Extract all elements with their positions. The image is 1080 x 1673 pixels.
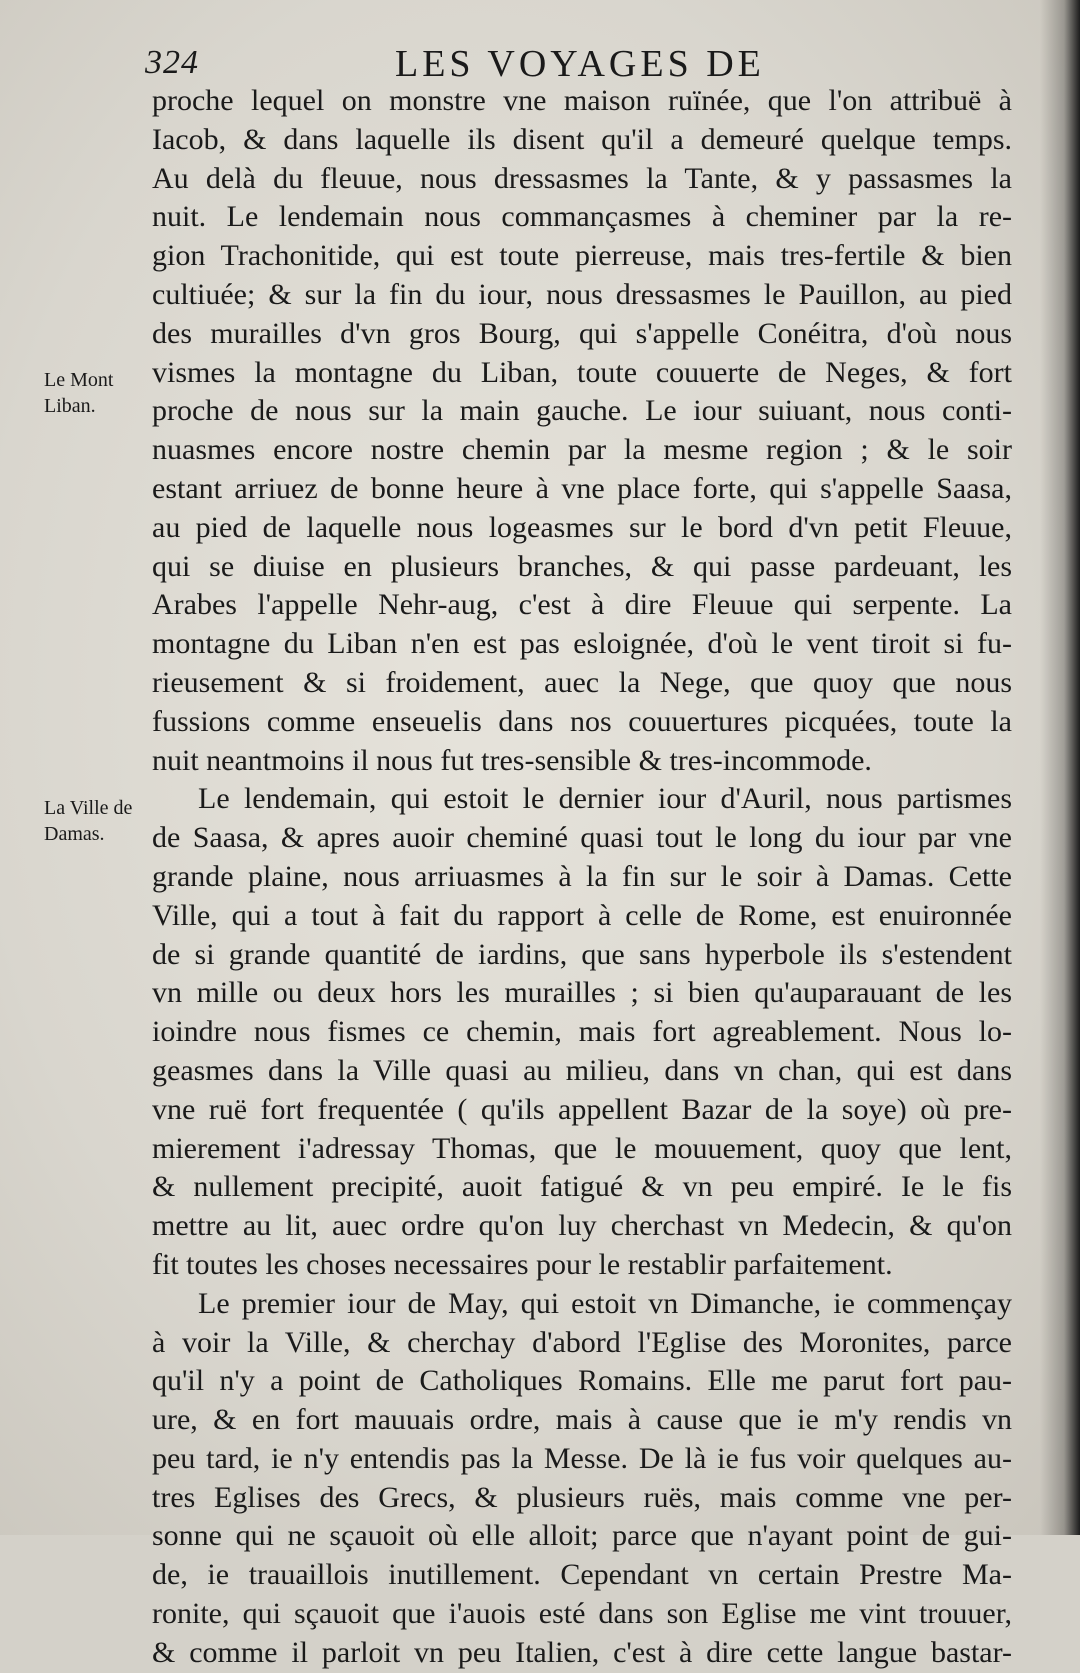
text-line: cultiuée; & sur la fin du iour, nous dressasmes le Pauillon, au pied bbox=[152, 277, 1012, 311]
text-line: proche lequel on monstre vne maison ruïnée, que l'on attribuë à bbox=[152, 84, 1012, 117]
text-line: nuit neantmoins il nous fut tres-sensible & tres-incommode. bbox=[152, 743, 872, 777]
text-line: peu tard, ie n'y entendis pas la Messe. De là ie fus voir quelques au- bbox=[152, 1441, 1012, 1475]
text-line: qui se diuise en plusieurs branches, & qui passe pardeuant, les bbox=[152, 549, 1012, 583]
text-line: montagne du Liban n'en est pas esloignée, d'où le vent tiroit si fu- bbox=[152, 627, 1012, 661]
text-line: geasmes dans la Ville quasi au milieu, dans vn chan, qui est dans bbox=[152, 1053, 1012, 1087]
text-line: au pied de laquelle nous logeasmes sur le bord d'vn petit Fleuue, bbox=[152, 510, 1012, 544]
text-line: ure, & en fort mauuais ordre, mais à cause que ie m'y rendis vn bbox=[152, 1403, 1012, 1437]
text-line: sonne qui ne sçauoit où elle alloit; parce que n'ayant point de gui- bbox=[152, 1519, 1012, 1553]
text-line: Le premier iour de May, qui estoit vn Dimanche, ie commençay bbox=[198, 1286, 1012, 1320]
text-line: fussions comme enseuelis dans nos couuertures picquées, toute la bbox=[152, 704, 1012, 738]
text-line: vn mille ou deux hors les murailles ; si bien qu'auparauant de les bbox=[152, 976, 1012, 1010]
page-number: 324 bbox=[145, 44, 199, 81]
text-line: nuasmes encore nostre chemin par la mesme region ; & le soir bbox=[152, 433, 1012, 467]
text-line: nuit. Le lendemain nous commançasmes à cheminer par la re- bbox=[152, 200, 1012, 234]
text-line: Au delà du fleuue, nous dressasmes la Tante, & y passasmes la bbox=[152, 161, 1012, 195]
text-line: de si grande quantité de iardins, que sans hyperbole ils s'estendent bbox=[152, 937, 1012, 971]
text-line: estant arriuez de bonne heure à vne place forte, qui s'appelle Saasa, bbox=[152, 471, 1012, 505]
page-gutter-shadow bbox=[1040, 0, 1080, 1535]
running-title: LES VOYAGES DE bbox=[395, 43, 765, 85]
text-line: grande plaine, nous arriuasmes à la fin sur le soir à Damas. Cette bbox=[152, 859, 1012, 893]
text-line: ioindre nous fismes ce chemin, mais fort agreablement. Nous lo- bbox=[152, 1015, 1012, 1049]
text-line: mettre au lit, auec ordre qu'on luy cherchast vn Medecin, & qu'on bbox=[152, 1209, 1012, 1243]
text-line: Iacob, & dans laquelle ils disent qu'il a demeuré quelque temps. bbox=[152, 122, 1012, 156]
body-text bbox=[152, 82, 1012, 1673]
text-line: ronite, qui sçauoit que i'auois esté dans son Eglise me vint trouuer, bbox=[152, 1597, 1012, 1631]
text-line: Arabes l'appelle Nehr-aug, c'est à dire Fleuue qui serpente. La bbox=[152, 588, 1012, 622]
margin-note: La Ville de Damas. bbox=[44, 797, 133, 845]
text-line: vismes la montagne du Liban, toute couuerte de Neges, & fort bbox=[152, 355, 1012, 389]
text-line: tres Eglises des Grecs, & plusieurs ruës, mais comme vne per- bbox=[152, 1480, 1012, 1514]
text-line: de Saasa, & apres auoir cheminé quasi tout le long du iour par vne bbox=[152, 821, 1012, 855]
text-line: Ville, qui a tout à fait du rapport à celle de Rome, est enuironnée bbox=[152, 898, 1012, 932]
text-line: vne ruë fort frequentée ( qu'ils appellent Bazar de la soye) où pre- bbox=[152, 1092, 1012, 1126]
text-line: Le lendemain, qui estoit le dernier iour d'Auril, nous partismes bbox=[198, 782, 1012, 816]
text-line: proche de nous sur la main gauche. Le iour suiuant, nous conti- bbox=[152, 394, 1012, 428]
text-line: mierement i'adressay Thomas, que le mouuement, quoy que lent, bbox=[152, 1131, 1012, 1165]
text-line: & comme il parloit vn peu Italien, c'est à dire cette langue bastar- bbox=[152, 1635, 1012, 1669]
margin-note: Le Mont Liban. bbox=[44, 369, 114, 417]
text-line: à voir la Ville, & cherchay d'abord l'Eglise des Moronites, parce bbox=[152, 1325, 1012, 1359]
text-line: gion Trachonitide, qui est toute pierreuse, mais tres-fertile & bien bbox=[152, 239, 1012, 273]
text-line: des murailles d'vn gros Bourg, qui s'appelle Conéitra, d'où nous bbox=[152, 316, 1012, 350]
page-header bbox=[145, 38, 1015, 88]
text-line: & nullement precipité, auoit fatigué & vn peu empiré. Ie le fis bbox=[152, 1170, 1012, 1204]
text-line: fit toutes les choses necessaires pour le restablir parfaitement. bbox=[152, 1247, 893, 1281]
text-line: qu'il n'y a point de Catholiques Romains. Elle me parut fort pau- bbox=[152, 1364, 1012, 1398]
text-line: de, ie trauaillois inutillement. Cependant vn certain Prestre Ma- bbox=[152, 1558, 1012, 1592]
text-line: rieusement & si froidement, auec la Nege, que quoy que nous bbox=[152, 665, 1012, 699]
